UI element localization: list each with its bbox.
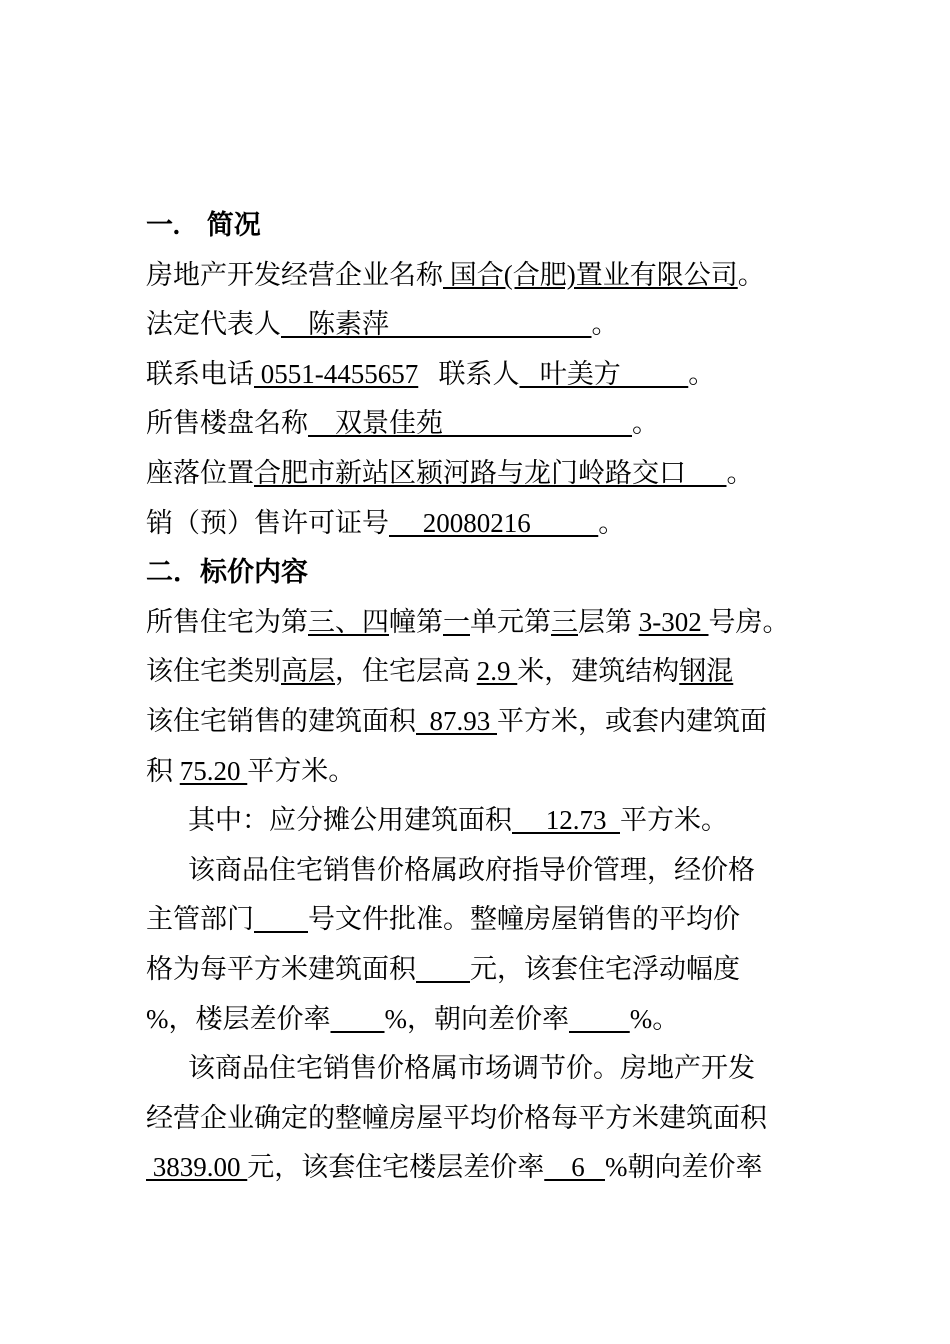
guided-price-paragraph-line-1: 该商品住宅销售价格属政府指导价管理，经价格	[188, 854, 755, 885]
building-area-value: 87.93	[416, 705, 497, 736]
floor-rate-value: 6	[544, 1152, 605, 1183]
legal-representative-label: 法定代表人	[146, 309, 281, 340]
shared-area-value: 12.73	[512, 805, 620, 836]
guided-price-paragraph-line-2	[146, 895, 816, 945]
shared-area-line	[146, 796, 816, 846]
inner-area-value: 75.20	[179, 755, 248, 786]
text-segment: 幢第	[389, 606, 443, 637]
contact-phone-line	[146, 350, 816, 400]
text-segment: 格为每平方米建筑面积	[146, 953, 416, 984]
text-segment: 层第	[578, 606, 639, 637]
location-end: 。	[726, 457, 754, 488]
market-price-paragraph-line-1: 该商品住宅销售价格属市场调节价。房地产开发	[188, 1053, 755, 1084]
section-2-heading: 二．标价内容	[146, 557, 308, 588]
text-segment: 主管部门	[146, 904, 254, 935]
contact-person-end: 。	[688, 358, 716, 389]
housing-type-value: 高层	[281, 656, 335, 687]
room-number: 3-302	[638, 606, 709, 637]
text-segment: 米，建筑结构	[517, 656, 680, 687]
document-page	[146, 201, 816, 1193]
text-segment: %，朝向差价率	[384, 1003, 569, 1034]
text-segment: 所售住宅为第	[146, 606, 308, 637]
floor-rate-blank	[331, 1004, 385, 1034]
guided-price-paragraph-line-4	[146, 995, 816, 1045]
permit-value: 20080216	[389, 507, 599, 538]
contact-person-value: 叶美方	[519, 358, 689, 389]
legal-representative-value: 陈素萍	[281, 309, 592, 340]
text-segment: 号文件批准。整幢房屋销售的平均价	[308, 904, 740, 935]
company-name-value: 国合(合肥)置业有限公司	[443, 259, 738, 290]
document-number-blank	[254, 904, 308, 934]
text-segment: 平方米。	[620, 805, 728, 836]
permit-end: 。	[598, 507, 626, 538]
legal-representative-end: 。	[591, 309, 619, 340]
floor-number: 三	[551, 606, 578, 637]
average-price-value: 3839.00	[146, 1152, 248, 1183]
text-segment: %朝向差价率	[605, 1152, 763, 1183]
guided-price-paragraph-line-3	[146, 945, 816, 995]
market-price-paragraph-line-3	[146, 1143, 816, 1193]
project-name-label: 所售楼盘名称	[146, 408, 308, 439]
text-segment: 单元第	[470, 606, 551, 637]
text-segment: 号房。	[708, 606, 790, 637]
building-area-line	[146, 697, 816, 747]
text-segment: 元，该套住宅浮动幅度	[470, 953, 740, 984]
text-segment: %。	[629, 1003, 680, 1034]
text-segment: 平方米。	[247, 755, 356, 786]
phone-label: 联系电话	[146, 358, 254, 389]
project-name-line	[146, 399, 816, 449]
building-number: 三、四	[308, 606, 389, 637]
structure-value: 钢混	[679, 656, 734, 687]
text-segment: 该住宅类别	[146, 656, 281, 687]
project-name-value: 双景佳苑	[308, 408, 632, 439]
location-value: 合肥市新站区颍河路与龙门岭路交口	[254, 457, 727, 488]
text-segment: 元，该套住宅楼层差价率	[247, 1152, 545, 1183]
permit-line	[146, 499, 816, 549]
orientation-rate-blank	[569, 1004, 630, 1034]
text-segment: 其中：应分摊公用建筑面积	[188, 805, 512, 836]
housing-type-line	[146, 647, 816, 697]
company-name-label: 房地产开发经营企业名称	[146, 259, 443, 290]
company-name-line	[146, 251, 816, 301]
text-segment: 该住宅销售的建筑面积	[146, 705, 416, 736]
inner-area-line	[146, 747, 816, 797]
contact-person-label: 联系人	[418, 358, 520, 389]
company-name-end: 。	[737, 259, 765, 290]
text-segment: 积	[146, 755, 180, 786]
unit-location-line	[146, 598, 816, 648]
text-segment: 平方米，或套内建筑面	[497, 705, 767, 736]
text-segment: %，楼层差价率	[146, 1003, 331, 1034]
floor-height-value: 2.9	[476, 656, 518, 687]
project-name-end: 。	[632, 408, 659, 439]
market-price-paragraph-line-2: 经营企业确定的整幢房屋平均价格每平方米建筑面积	[146, 1102, 767, 1133]
section-1-heading: 一. 简况	[146, 210, 261, 240]
average-price-blank	[416, 954, 470, 984]
unit-number: 一	[443, 606, 470, 637]
location-line	[146, 449, 816, 499]
phone-value: 0551-4455657	[254, 358, 419, 389]
legal-representative-line	[146, 300, 816, 350]
permit-label: 销（预）售许可证号	[146, 507, 389, 538]
location-label: 座落位置	[146, 457, 254, 488]
text-segment: ，住宅层高	[335, 656, 477, 687]
